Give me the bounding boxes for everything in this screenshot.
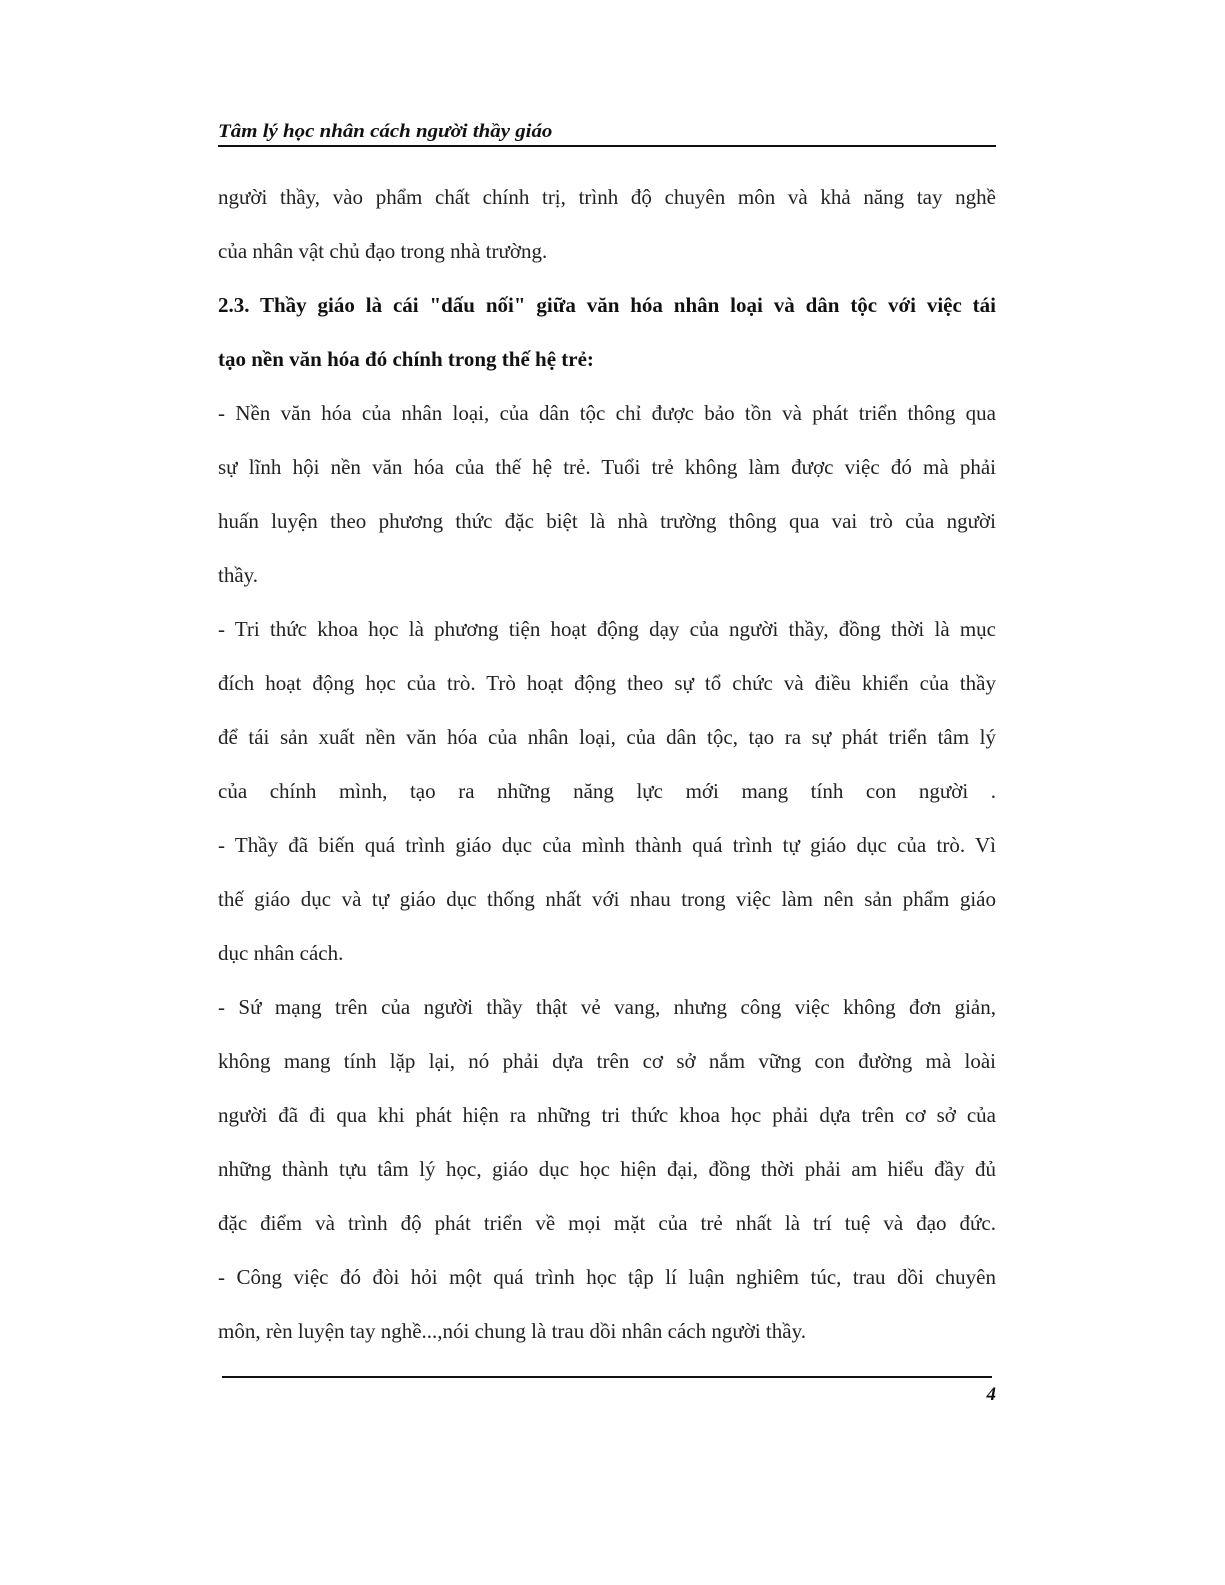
body-line: - Sứ mạng trên của người thầy thật vẻ vang, nhưng công việc không đơn giản, <box>218 995 996 1019</box>
body-text <box>218 170 996 1358</box>
body-line: người đã đi qua khi phát hiện ra những tri thức khoa học phải dựa trên cơ sở của <box>218 1103 996 1127</box>
body-line: sự lĩnh hội nền văn hóa của thế hệ trẻ. Tuổi trẻ không làm được việc đó mà phải <box>218 455 996 479</box>
body-line: huấn luyện theo phương thức đặc biệt là nhà trường thông qua vai trò của người <box>218 509 996 533</box>
body-line: thầy. <box>218 563 259 587</box>
body-line: của nhân vật chủ đạo trong nhà trường. <box>218 239 548 263</box>
body-line: - Công việc đó đòi hỏi một quá trình học tập lí luận nghiêm túc, trau dồi chuyên <box>218 1265 996 1289</box>
body-line: - Thầy đã biến quá trình giáo dục của mình thành quá trình tự giáo dục của trò. Vì <box>218 833 996 857</box>
body-line: đặc điểm và trình độ phát triển về mọi mặt của trẻ nhất là trí tuệ và đạo đức. <box>218 1211 996 1235</box>
running-header <box>218 120 996 147</box>
body-line: của chính mình, tạo ra những năng lực mới mang tính con người . <box>218 779 996 803</box>
body-line: để tái sản xuất nền văn hóa của nhân loại, của dân tộc, tạo ra sự phát triển tâm lý <box>218 725 996 749</box>
body-line: môn, rèn luyện tay nghề...,nói chung là trau dồi nhân cách người thầy. <box>218 1319 806 1343</box>
body-line: - Tri thức khoa học là phương tiện hoạt động dạy của người thầy, đồng thời là mục <box>218 617 996 641</box>
body-line: người thầy, vào phẩm chất chính trị, trình độ chuyên môn và khả năng tay nghề <box>218 185 996 209</box>
section-heading-line: tạo nền văn hóa đó chính trong thế hệ trẻ: <box>218 347 594 371</box>
running-header-title: Tâm lý học nhân cách người thầy giáo <box>218 121 553 142</box>
body-line: dục nhân cách. <box>218 941 344 965</box>
body-line: không mang tính lặp lại, nó phải dựa trên cơ sở nắm vững con đường mà loài <box>218 1049 996 1073</box>
body-line: - Nền văn hóa của nhân loại, của dân tộc chỉ được bảo tồn và phát triển thông qua <box>218 401 996 425</box>
page-number: 4 <box>986 1384 996 1405</box>
body-line: những thành tựu tâm lý học, giáo dục học hiện đại, đồng thời phải am hiểu đầy đủ <box>218 1157 996 1181</box>
body-line: đích hoạt động học của trò. Trò hoạt động theo sự tổ chức và điều khiển của thầy <box>218 671 996 695</box>
footer-rule <box>222 1376 992 1378</box>
section-heading-line: 2.3. Thầy giáo là cái "dấu nối" giữa văn hóa nhân loại và dân tộc với việc tái <box>218 293 996 317</box>
body-line: thế giáo dục và tự giáo dục thống nhất với nhau trong việc làm nên sản phẩm giáo <box>218 887 996 911</box>
